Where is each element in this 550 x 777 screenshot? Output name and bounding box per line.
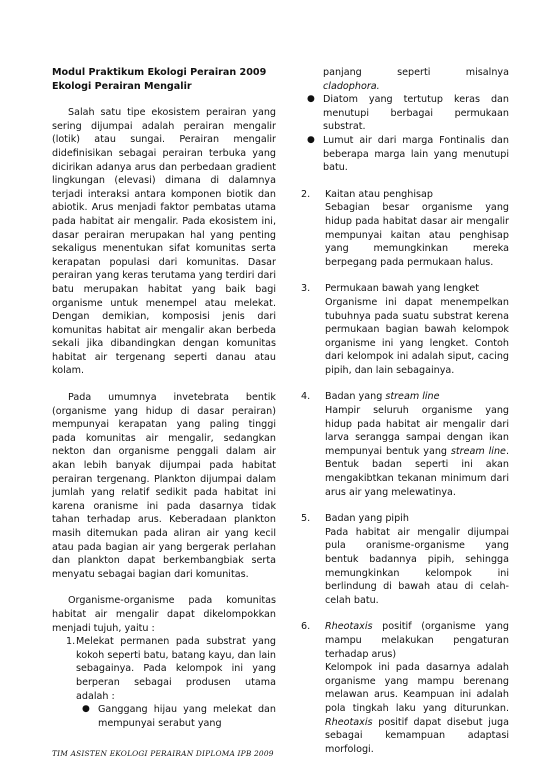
bullet-item bbox=[301, 134, 509, 175]
text-italic: Rheotaxis bbox=[325, 716, 373, 728]
list-item-text: Melekat permanen pada substrat yang kokoh seperti batu, batang kayu, dan lain sebagainya. Pada kelompok ini yang berperan sebagai produsen utama adalah : bbox=[76, 636, 276, 702]
bullet-text: Lumut air dari marga Fontinalis dan beberapa marga lain yang menutupi batu. bbox=[323, 134, 509, 174]
list-item bbox=[301, 282, 509, 377]
bullet-icon: ● bbox=[307, 94, 315, 105]
list-item-title: Badan yang pipih bbox=[325, 513, 409, 525]
list-number: 2. bbox=[301, 188, 311, 200]
bullet-text: panjang seperti misalnya bbox=[323, 67, 509, 78]
list-item bbox=[301, 620, 509, 756]
module-title: Modul Praktikum Ekologi Perairan 2009 bbox=[52, 67, 267, 78]
list-item bbox=[301, 188, 509, 270]
text-italic: stream line bbox=[450, 445, 506, 457]
producer-list-continued bbox=[301, 66, 509, 175]
bullet-item bbox=[76, 703, 276, 730]
title-italic: stream line bbox=[385, 391, 440, 403]
list-item-text: Organisme ini dapat menempelkan tubuhnya pada suatu substrat kerena permukaan bagian bawah kelompok organisme ini yang lengket. Contoh dari kelompok ini adalah siput, cacing pipih, dan lain sebagainya. bbox=[325, 296, 509, 376]
list-item bbox=[301, 390, 509, 499]
list-number: 3. bbox=[301, 283, 311, 295]
text-part: positif dapat disebut juga sebagai kemampuan adaptasi morfologi. bbox=[325, 716, 509, 755]
title-text: positif (organisme yang mampu melakukan pengaturan terhadap arus) bbox=[325, 621, 509, 660]
bullet-text-italic: cladophora. bbox=[323, 80, 380, 92]
list-item-text bbox=[325, 404, 509, 499]
bullet-item-continued bbox=[301, 66, 509, 93]
bullet-item bbox=[301, 93, 509, 134]
text-part: Hampir seluruh organisme yang hidup pada habitat air mengalir dari larva serangga sampai dengan ikan mempunyai bentuk yang bbox=[325, 405, 509, 457]
list-item-title: Kaitan atau penghisap bbox=[325, 188, 433, 200]
bullet-icon: ● bbox=[307, 134, 315, 145]
bullet-icon: ● bbox=[82, 704, 90, 715]
list-item-title bbox=[325, 620, 509, 661]
list-item-title: Permukaan bawah yang lengket bbox=[325, 283, 480, 295]
title-text: Badan yang bbox=[325, 391, 386, 403]
right-column bbox=[301, 66, 509, 769]
producer-list bbox=[76, 703, 276, 730]
list-number: 1. bbox=[66, 636, 76, 648]
section-title: Ekologi Perairan Mengalir bbox=[52, 80, 192, 92]
list-number: 5. bbox=[301, 513, 311, 525]
group-list-continued bbox=[301, 188, 509, 757]
bullet-text: Diatom yang tertutup keras dan menutupi berbagai permukaan substrat. bbox=[323, 94, 509, 133]
list-number: 6. bbox=[301, 621, 311, 633]
list-item-title bbox=[325, 390, 509, 404]
text-part: Kelompok ini pada dasarnya adalah organisme yang mampu berenang melawan arus. Keampuan ini adalah pola tingkah laku yang diturunkan. bbox=[325, 662, 509, 714]
paragraph-groups: Organisme-organisme pada komunitas habitat air mengalir dapat dikelompokkan menjadi tujuh, yaitu : bbox=[52, 595, 276, 634]
list-item-text bbox=[325, 661, 509, 756]
list-number: 4. bbox=[301, 391, 311, 403]
list-item bbox=[301, 512, 509, 607]
bullet-text: Ganggang hijau yang melekat dan mempunyai serabut yang bbox=[98, 704, 276, 729]
left-column bbox=[52, 66, 276, 743]
list-item-text: Pada habitat air mengalir dijumpai pula oranisme-organisme yang bentuk badannya pipih, sehingga memungkinkan kelompok ini berlindung di bawah atau di celah-celah batu. bbox=[325, 526, 509, 606]
page-footer: TIM ASISTEN EKOLOGI PERAIRAN DIPLOMA IPB 2009 bbox=[52, 749, 274, 758]
title-italic: Rheotaxis bbox=[325, 621, 373, 633]
paragraph-benthic: Pada umumnya invetebrata bentik (organisme yang hidup di dasar perairan) mempunyai kerapatan yang paling tinggi pada komunitas air mengalir, sedangkan nekton dan organisme penggali dalam air akan lebih banyak dijumpai pada habitat perairan tergenang. Plankton dijumpai dalam jumlah yang relatif sedikit pada habitat ini karena oranisme ini pada dasarnya tidak tahan terhadap arus. Keberadaan plankton masih ditemukan pada aliran air yang kecil atau pada bagian air yang bergerak perlahan dan plankton dapat berkembangbiak serta menyatu sebagai bagian dari komunitas. bbox=[52, 392, 276, 580]
group-list-start bbox=[52, 635, 276, 730]
list-item-text: Sebagian besar organisme yang hidup pada habitat dasar air mengalir mempunyai kaitan atau penghisap yang memungkinkan mereka berpegang pada permukaan halus. bbox=[325, 202, 509, 268]
text-part: . Bentuk badan seperti ini akan mengakibtkan tekanan minimum dari arus air yang melewatinya. bbox=[325, 445, 509, 498]
list-item bbox=[52, 635, 276, 730]
paragraph-intro: Salah satu tipe ekosistem perairan yang sering dijumpai adalah perairan mengalir (lotik) atau sungai. Perairan mengalir didefinisikan sebagai perairan terbuka yang dicirikan adanya arus dan perbedaan gradient lingkungan (elevasi) dimana di dalamnya terjadi interaksi antara komponen biotik dan abiotik. Arus menjadi faktor pembatas utama pada habitat air mengalir. Pada ekosistem ini, dasar perairan merupakan hal yang penting sekaligus menentukan sifat komunitas serta kerapatan populasi dari komunitas. Dasar perairan yang keras terutama yang terdiri dari batu merupakan habitat yang baik bagi organisme untuk menempel atau melekat. Dengan demikian, komposisi jenis dari komunitas habitat air mengalir akan berbeda sekali jika dibandingkan dengan komunitas habitat air tergenang seperti danau atau kolam. bbox=[52, 107, 277, 377]
